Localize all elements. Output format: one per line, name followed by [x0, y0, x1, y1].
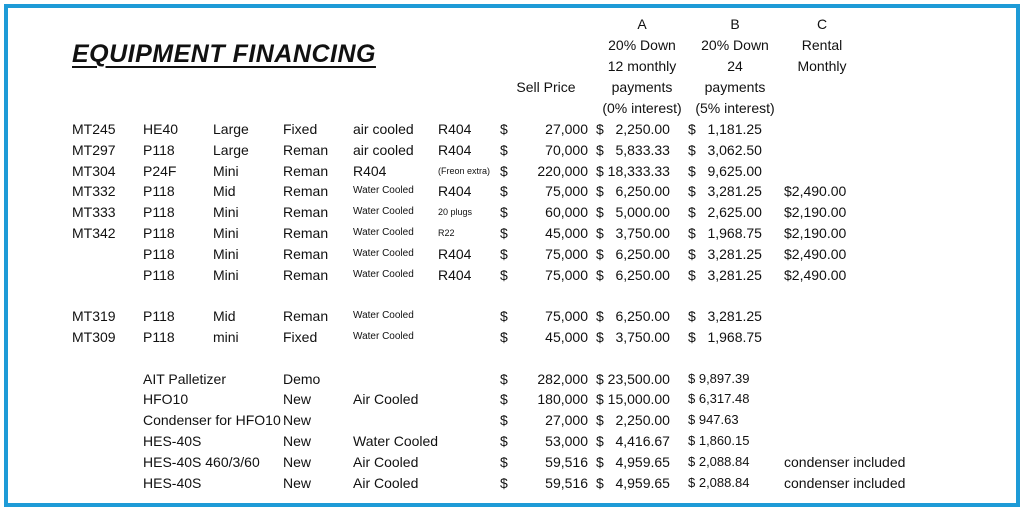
page-title: EQUIPMENT FINANCING — [72, 40, 376, 68]
cell-model: HFO10 — [143, 391, 189, 408]
cell-model: Condenser for HFO10 — [143, 412, 281, 429]
cell-size: Large — [213, 121, 249, 137]
cell-model: P118 — [143, 183, 175, 200]
header-b-line: 20% Down — [701, 37, 769, 53]
cell-type: Reman — [283, 266, 329, 283]
header-col-a — [598, 14, 686, 119]
cell-type: Reman — [283, 204, 329, 221]
header-b-line: (5% interest) — [695, 100, 775, 116]
header-col-c — [784, 14, 860, 77]
cell-model: P24F — [143, 162, 177, 179]
cell-option-c: condenser included — [784, 474, 906, 491]
cell-sell-price: 45,000 — [545, 225, 588, 241]
header-c-line: Rental — [801, 37, 843, 53]
header-a-line: 20% Down — [608, 37, 676, 53]
cell-sell-price: 59,516 — [545, 453, 588, 470]
cell-refrigerant: 20 plugs — [438, 207, 473, 218]
cell-type: New — [283, 474, 312, 491]
cell-dollar-sign: $ — [500, 412, 508, 429]
cell-size: Mid — [213, 308, 236, 325]
cell-type: Reman — [283, 141, 329, 158]
cell-sell-price: 180,000 — [537, 391, 588, 408]
cell-sell-price: 75,000 — [545, 183, 588, 200]
cell-option-c: $2,190.00 — [784, 225, 847, 241]
cell-option-a: $ 6,250.00 — [596, 308, 670, 325]
cell-equipment-id: MT297 — [72, 141, 116, 158]
cell-dollar-sign: $ — [500, 433, 508, 449]
cell-dollar-sign: $ — [500, 370, 508, 387]
cell-option-b: $ 9,625.00 — [688, 162, 762, 179]
cell-option-b: $ 9,897.39 — [688, 370, 750, 386]
cell-size: Mid — [213, 183, 236, 200]
cell-dollar-sign: $ — [500, 474, 508, 491]
cell-sell-price: 27,000 — [545, 412, 588, 429]
cell-option-a: $ 23,500.00 — [596, 370, 670, 387]
cell-refrigerant: R404 — [438, 141, 472, 158]
cell-dollar-sign: $ — [500, 308, 508, 325]
cell-type: New — [283, 391, 312, 408]
cell-size: Mini — [213, 266, 239, 283]
cell-option-a: $ 6,250.00 — [596, 183, 670, 200]
cell-type: Fixed — [283, 329, 318, 345]
cell-sell-price: 59,516 — [545, 474, 588, 491]
cell-type: Reman — [283, 183, 329, 200]
cell-refrigerant: R404 — [438, 121, 472, 137]
cell-model: HE40 — [143, 121, 179, 137]
cell-refrigerant: R404 — [438, 245, 472, 262]
header-sell-price: Sell Price — [516, 79, 576, 95]
cell-option-b: $ 947.63 — [688, 412, 739, 428]
cell-model: AIT Palletizer — [143, 370, 226, 387]
cell-option-b: $ 3,281.25 — [688, 308, 762, 325]
cell-type: Reman — [283, 225, 329, 241]
cell-dollar-sign: $ — [500, 162, 508, 179]
cell-option-c: $2,490.00 — [784, 245, 847, 262]
cell-type: Fixed — [283, 121, 318, 137]
cell-equipment-id: MT304 — [72, 162, 116, 179]
cell-option-b: $ 2,088.84 — [688, 453, 750, 469]
header-col-b — [690, 14, 780, 119]
cell-model: P118 — [143, 141, 175, 158]
cell-cooling: Water Cooled — [353, 331, 414, 342]
cell-model: P118 — [143, 308, 175, 325]
header-b-line: payments — [704, 79, 766, 95]
cell-size: Large — [213, 141, 249, 158]
header-b-line: 24 — [727, 58, 743, 74]
header-b-line: B — [730, 16, 740, 32]
cell-sell-price: 282,000 — [537, 370, 588, 387]
cell-model: P118 — [143, 245, 175, 262]
cell-option-a: $ 18,333.33 — [596, 162, 670, 179]
cell-equipment-id: MT342 — [72, 225, 116, 241]
cell-option-b: $ 1,860.15 — [688, 433, 750, 448]
cell-sell-price: 53,000 — [545, 433, 588, 449]
cell-equipment-id: MT319 — [72, 308, 116, 325]
cell-type: New — [283, 412, 312, 429]
cell-cooling: Water Cooled — [353, 310, 414, 322]
cell-option-b: $ 1,181.25 — [688, 121, 762, 137]
cell-model: P118 — [143, 225, 175, 241]
cell-option-b: $ 2,625.00 — [688, 204, 762, 221]
cell-option-a: $ 2,250.00 — [596, 412, 670, 429]
cell-option-b: $ 3,281.25 — [688, 245, 762, 262]
cell-model: HES-40S 460/3/60 — [143, 453, 260, 470]
cell-cooling: Water Cooled — [353, 185, 414, 197]
cell-equipment-id: MT333 — [72, 204, 116, 221]
cell-dollar-sign: $ — [500, 391, 508, 408]
cell-model: P118 — [143, 204, 175, 221]
cell-sell-price: 45,000 — [545, 329, 588, 345]
cell-size: Mini — [213, 162, 239, 179]
cell-dollar-sign: $ — [500, 183, 508, 200]
cell-cooling: Air Cooled — [353, 391, 419, 408]
cell-dollar-sign: $ — [500, 141, 508, 158]
cell-refrigerant: R404 — [438, 183, 472, 200]
cell-model: P118 — [143, 329, 175, 345]
cell-option-b: $ 1,968.75 — [688, 329, 762, 345]
cell-option-b: $ 3,281.25 — [688, 266, 762, 283]
cell-type: Reman — [283, 308, 329, 325]
header-a-line: payments — [611, 79, 673, 95]
cell-model: HES-40S — [143, 433, 202, 449]
cell-option-a: $ 4,959.65 — [596, 453, 670, 470]
cell-option-c: $2,490.00 — [784, 183, 847, 200]
cell-cooling: Air Cooled — [353, 453, 419, 470]
cell-option-a: $ 3,750.00 — [596, 225, 670, 241]
cell-dollar-sign: $ — [500, 225, 508, 241]
cell-refrigerant: R22 — [438, 228, 455, 238]
header-a-line: (0% interest) — [602, 100, 682, 116]
cell-cooling: R404 — [353, 162, 387, 179]
cell-size: Mini — [213, 225, 239, 241]
cell-model: P118 — [143, 266, 175, 283]
cell-option-a: $ 2,250.00 — [596, 121, 670, 137]
cell-size: Mini — [213, 204, 239, 221]
cell-sell-price: 60,000 — [545, 204, 588, 221]
cell-type: New — [283, 433, 312, 449]
header-a-line: 12 monthly — [607, 58, 677, 74]
cell-option-c: $2,490.00 — [784, 266, 847, 283]
cell-model: HES-40S — [143, 474, 202, 491]
cell-cooling: air cooled — [353, 121, 414, 137]
cell-equipment-id: MT245 — [72, 121, 116, 137]
cell-equipment-id: MT309 — [72, 329, 116, 345]
cell-dollar-sign: $ — [500, 245, 508, 262]
header-a-line: A — [637, 16, 647, 32]
cell-cooling: Air Cooled — [353, 474, 419, 491]
cell-cooling: air cooled — [353, 141, 414, 158]
cell-option-a: $ 4,416.67 — [596, 433, 670, 449]
cell-type: Reman — [283, 162, 329, 179]
cell-sell-price: 70,000 — [545, 141, 588, 158]
cell-refrigerant: R404 — [438, 266, 472, 283]
cell-option-a: $ 5,000.00 — [596, 204, 670, 221]
cell-sell-price: 27,000 — [545, 121, 588, 137]
cell-option-a: $ 6,250.00 — [596, 245, 670, 262]
cell-option-a: $ 4,959.65 — [596, 474, 670, 491]
cell-equipment-id: MT332 — [72, 183, 116, 200]
cell-sell-price: 75,000 — [545, 308, 588, 325]
cell-cooling: Water Cooled — [353, 268, 414, 280]
cell-option-b: $ 3,062.50 — [688, 141, 762, 158]
cell-sell-price: 75,000 — [545, 245, 588, 262]
cell-cooling: Water Cooled — [353, 247, 414, 259]
header-c-line: Monthly — [797, 58, 847, 74]
cell-option-a: $ 15,000.00 — [596, 391, 670, 408]
cell-type: New — [283, 453, 312, 470]
header-c-line: C — [816, 16, 828, 32]
cell-cooling: Water Cooled — [353, 206, 414, 218]
cell-dollar-sign: $ — [500, 204, 508, 221]
cell-sell-price: 75,000 — [545, 266, 588, 283]
cell-size: mini — [213, 329, 239, 345]
cell-option-a: $ 3,750.00 — [596, 329, 670, 345]
cell-option-b: $ 2,088.84 — [688, 474, 750, 490]
cell-cooling: Water Cooled — [353, 433, 439, 449]
cell-option-c: condenser included — [784, 453, 906, 470]
cell-size: Mini — [213, 245, 239, 262]
cell-dollar-sign: $ — [500, 329, 508, 345]
cell-type: Demo — [283, 370, 321, 387]
cell-option-b: $ 3,281.25 — [688, 183, 762, 200]
cell-option-a: $ 5,833.33 — [596, 141, 670, 158]
cell-option-b: $ 6,317.48 — [688, 391, 750, 407]
cell-cooling: Water Cooled — [353, 227, 414, 238]
cell-refrigerant: (Freon extra) — [438, 165, 491, 176]
cell-option-a: $ 6,250.00 — [596, 266, 670, 283]
cell-dollar-sign: $ — [500, 266, 508, 283]
cell-sell-price: 220,000 — [537, 162, 588, 179]
cell-dollar-sign: $ — [500, 453, 508, 470]
cell-option-b: $ 1,968.75 — [688, 225, 762, 241]
cell-option-c: $2,190.00 — [784, 204, 847, 221]
cell-dollar-sign: $ — [500, 121, 508, 137]
cell-type: Reman — [283, 245, 329, 262]
